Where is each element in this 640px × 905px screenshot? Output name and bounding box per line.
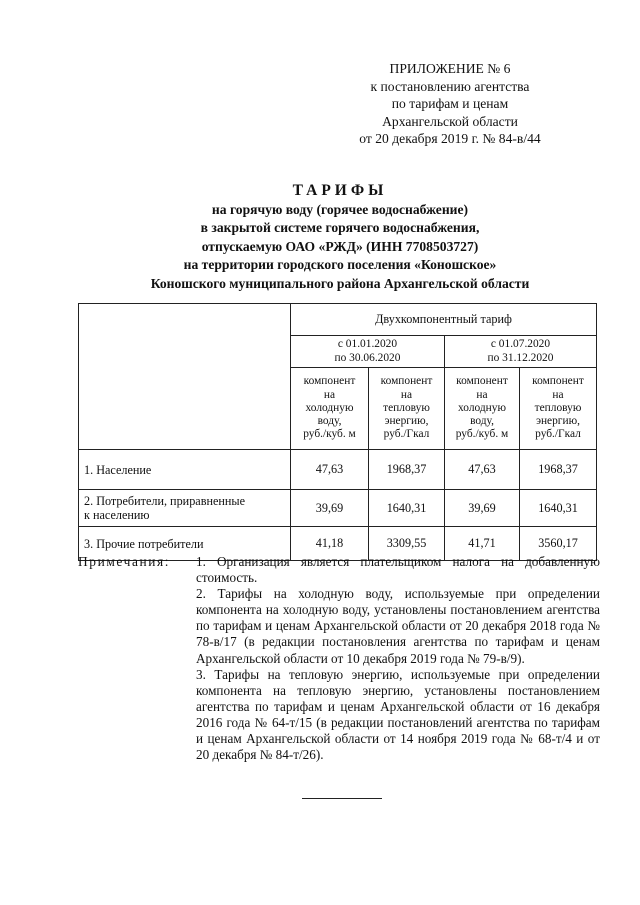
period-end: по 30.06.2020 — [334, 351, 401, 364]
tariff-table — [78, 303, 597, 561]
cell-value: 47,63 — [291, 450, 369, 490]
component-header-line: на — [400, 388, 413, 401]
heading-line: в закрытой системе горячего водоснабжения, — [200, 220, 480, 235]
component-header-line: энергию, — [384, 415, 429, 428]
component-header-line: энергию, — [536, 415, 580, 428]
component-header-line: компонент — [456, 375, 508, 388]
component-header — [369, 368, 445, 450]
component-header — [520, 368, 597, 450]
cell-value: 3309,55 — [369, 527, 445, 561]
document-title: ТАРИФЫ — [292, 182, 388, 199]
component-header-line: руб./куб. м — [303, 428, 356, 441]
note-item: 1. Организация является плательщиком налога на добавленную стоимость. — [196, 554, 600, 586]
appendix-line: Архангельской области — [382, 113, 518, 129]
end-rule — [302, 798, 382, 799]
component-header-line: на — [476, 388, 488, 401]
cell-value: 41,18 — [291, 527, 369, 561]
cell-value: 1640,31 — [520, 490, 597, 527]
appendix-line: по тарифам и ценам — [391, 96, 509, 111]
component-header-line: компонент — [380, 375, 433, 388]
component-header-line: на — [323, 388, 336, 401]
cell-value: 1968,37 — [369, 450, 445, 490]
notes-list — [196, 554, 600, 763]
heading-line: на территории городского поселения «Коношское» — [183, 257, 497, 272]
period-end: по 31.12.2020 — [487, 351, 554, 364]
period-start: с 01.01.2020 — [337, 338, 398, 351]
heading-line: на горячую воду (горячее водоснабжение) — [211, 201, 469, 217]
document-heading — [90, 182, 590, 293]
period-header — [445, 336, 597, 368]
component-header-line: компонент — [303, 375, 356, 388]
component-header-line: на — [552, 388, 564, 401]
heading-line: Коношского муниципального района Архангельской области — [150, 275, 530, 291]
cell-value: 39,69 — [291, 490, 369, 527]
row-label-text: 2. Потребители, приравненные — [84, 494, 246, 508]
component-header-line: воду, — [317, 415, 342, 428]
cell-value: 1968,37 — [520, 450, 597, 490]
period-header — [291, 336, 445, 368]
row-label — [79, 490, 291, 527]
component-header-line: руб./Гкал — [383, 428, 430, 441]
component-header-line: холодную — [458, 401, 506, 414]
appendix-title: ПРИЛОЖЕНИЕ № 6 — [389, 61, 511, 76]
component-header-line: руб./Гкал — [535, 428, 581, 441]
note-item: 2. Тарифы на холодную воду, используемые при определении компонента на холодную воду, установлены постановлением агентства по тарифам и ценам Архангельской области от 20 декабря 2018 года № 78-в/17 (в редакции постановления агентства по тарифам и ценам Архангельской области от 10 декабря 2019 года № 79-в/9). — [196, 586, 600, 666]
cell-value: 41,71 — [445, 527, 520, 561]
heading-line: отпускаемую ОАО «РЖД» (ИНН 7708503727) — [201, 238, 479, 254]
appendix-line: к постановлению агентства — [370, 78, 530, 94]
table-corner-cell — [79, 304, 291, 450]
cell-value: 39,69 — [445, 490, 520, 527]
component-header-line: руб./куб. м — [455, 428, 509, 441]
row-label-text: 1. Население — [84, 462, 152, 477]
component-header-line: компонент — [532, 375, 584, 388]
appendix-line: от 20 декабря 2019 г. № 84-в/44 — [359, 131, 541, 146]
main-header: Двухкомпонентный тариф — [291, 304, 597, 336]
row-label-text: к населению — [84, 508, 150, 522]
component-header — [445, 368, 520, 450]
table-row — [79, 450, 597, 490]
component-header-line: холодную — [305, 401, 354, 414]
table-row — [79, 490, 597, 527]
component-header — [291, 368, 369, 450]
row-label-text: 3. Прочие потребители — [84, 536, 204, 551]
appendix-block — [300, 60, 600, 148]
component-header-line: воду, — [470, 415, 494, 428]
component-header-line: тепловую — [534, 401, 582, 414]
component-header-line: тепловую — [383, 401, 430, 414]
row-label — [79, 450, 291, 490]
notes-label: Примечания: — [78, 554, 171, 569]
cell-value: 3560,17 — [520, 527, 597, 561]
period-start: с 01.07.2020 — [490, 338, 551, 351]
cell-value: 1640,31 — [369, 490, 445, 527]
cell-value: 47,63 — [445, 450, 520, 490]
note-item: 3. Тарифы на тепловую энергию, используемые при определении компонента на тепловую энергию, установлены постановлением агентства по тарифам и ценам Архангельской области от 16 декабря 2016 года № 64-т/15 (в редакции постановлений агентства по тарифам и ценам Архангельской области от 14 ноября 2019 года № 68-т/4 и от 20 декабря № 84-т/26). — [196, 666, 600, 763]
